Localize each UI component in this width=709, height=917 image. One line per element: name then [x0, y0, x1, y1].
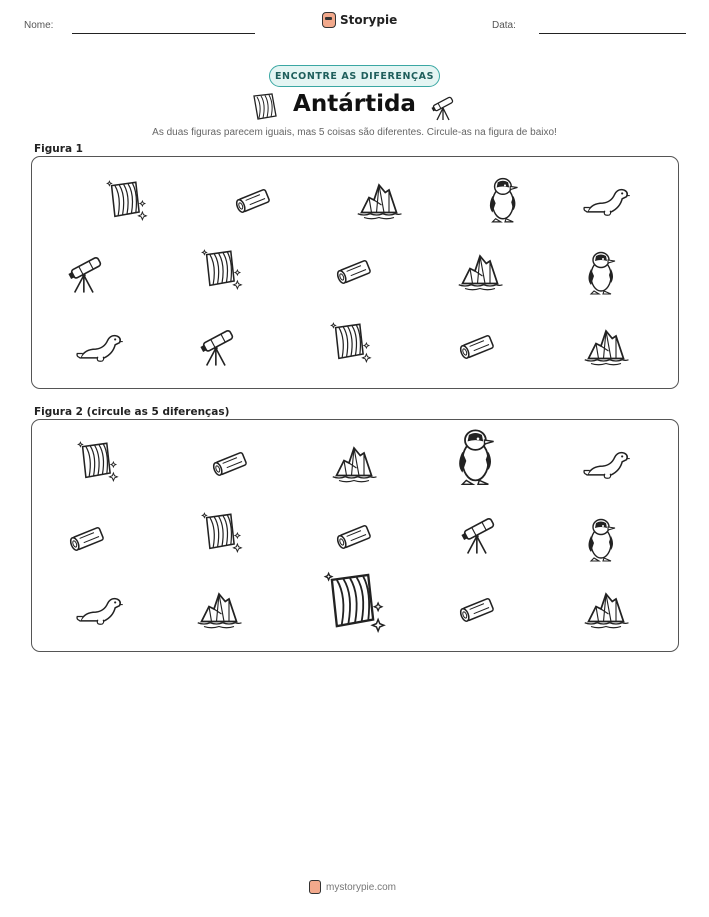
- telescope-icon: [194, 323, 240, 369]
- iceberg-icon: [354, 175, 404, 225]
- page-title: Antártida: [293, 91, 416, 117]
- figure-2-cell[interactable]: [77, 576, 177, 646]
- aurora-icon: [329, 321, 373, 365]
- figure-1-cell[interactable]: [203, 167, 303, 237]
- figure-1-cell[interactable]: [581, 167, 681, 237]
- figure-1-panel: [31, 156, 679, 389]
- figure-1-cell[interactable]: [77, 240, 177, 310]
- aurora-icon: [105, 179, 149, 223]
- figure-2-cell[interactable]: [203, 576, 303, 646]
- figure-1-label: Figura 1: [34, 143, 83, 155]
- figure-2-cell[interactable]: [329, 570, 429, 640]
- log-icon: [455, 325, 499, 369]
- figure-2-cell[interactable]: [329, 503, 429, 573]
- seal-icon: [74, 327, 126, 367]
- log-icon: [332, 515, 376, 559]
- log-icon: [208, 442, 252, 486]
- figure-1-cell[interactable]: [77, 167, 177, 237]
- figure-1-cell[interactable]: [329, 240, 429, 310]
- figure-1-cell[interactable]: [329, 167, 429, 237]
- figure-1-cell[interactable]: [581, 313, 681, 383]
- figure-2-panel: [31, 419, 679, 652]
- seal-icon: [581, 181, 633, 221]
- figure-2-cell[interactable]: [203, 430, 303, 500]
- figure-2-cell[interactable]: [581, 430, 681, 500]
- penguin-icon: [452, 424, 504, 490]
- figure-2-cell[interactable]: [455, 503, 555, 573]
- log-icon: [455, 588, 499, 632]
- telescope-icon: [62, 250, 108, 296]
- telescope-icon: [428, 92, 458, 122]
- storypie-logo-icon: [309, 880, 321, 894]
- storypie-logo-icon: [322, 12, 336, 28]
- figure-1-cell[interactable]: [581, 240, 681, 310]
- figure-1-cell[interactable]: [455, 313, 555, 383]
- aurora-icon: [200, 248, 244, 292]
- figure-1-cell[interactable]: [329, 313, 429, 383]
- figure-1-cell[interactable]: [77, 313, 177, 383]
- brand-logo: [322, 12, 397, 28]
- aurora-icon: [76, 440, 120, 484]
- activity-badge: ENCONTRE AS DIFERENÇAS: [269, 65, 440, 87]
- iceberg-icon: [581, 584, 631, 634]
- figure-2-cell[interactable]: [581, 503, 681, 573]
- figure-2-cell[interactable]: [455, 576, 555, 646]
- penguin-icon: [484, 175, 526, 225]
- log-icon: [65, 517, 109, 561]
- date-label: Data:: [492, 20, 516, 31]
- iceberg-icon: [194, 584, 244, 634]
- seal-icon: [74, 590, 126, 630]
- name-label: Nome:: [24, 20, 54, 31]
- aurora-icon: [200, 511, 244, 555]
- iceberg-icon: [455, 246, 505, 296]
- figure-2-cell[interactable]: [329, 430, 429, 500]
- log-icon: [231, 179, 275, 223]
- penguin-icon: [583, 515, 623, 565]
- footer: [309, 880, 396, 894]
- figure-1-cell[interactable]: [455, 240, 555, 310]
- figure-1-cell[interactable]: [455, 167, 555, 237]
- figure-2-label: Figura 2 (circule as 5 diferenças): [34, 406, 230, 418]
- date-line[interactable]: [539, 33, 686, 34]
- seal-icon: [581, 444, 633, 484]
- figure-2-cell[interactable]: [77, 430, 177, 500]
- penguin-icon: [583, 248, 623, 298]
- brand-name: Storypie: [340, 13, 398, 27]
- telescope-icon: [455, 511, 501, 557]
- aurora-icon: [322, 570, 388, 636]
- figure-2-cell[interactable]: [77, 503, 177, 573]
- figure-2-cell[interactable]: [203, 503, 303, 573]
- footer-url[interactable]: mystorypie.com: [326, 881, 397, 893]
- iceberg-icon: [581, 321, 631, 371]
- figure-2-cell[interactable]: [581, 576, 681, 646]
- name-line[interactable]: [72, 33, 255, 34]
- figure-1-cell[interactable]: [203, 240, 303, 310]
- figure-1-cell[interactable]: [203, 313, 303, 383]
- figure-2-cell[interactable]: [455, 424, 555, 494]
- instructions: As duas figuras parecem iguais, mas 5 coisas são diferentes. Circule-as na figura de baixo!: [152, 127, 557, 138]
- log-icon: [332, 250, 376, 294]
- iceberg-icon: [329, 438, 379, 488]
